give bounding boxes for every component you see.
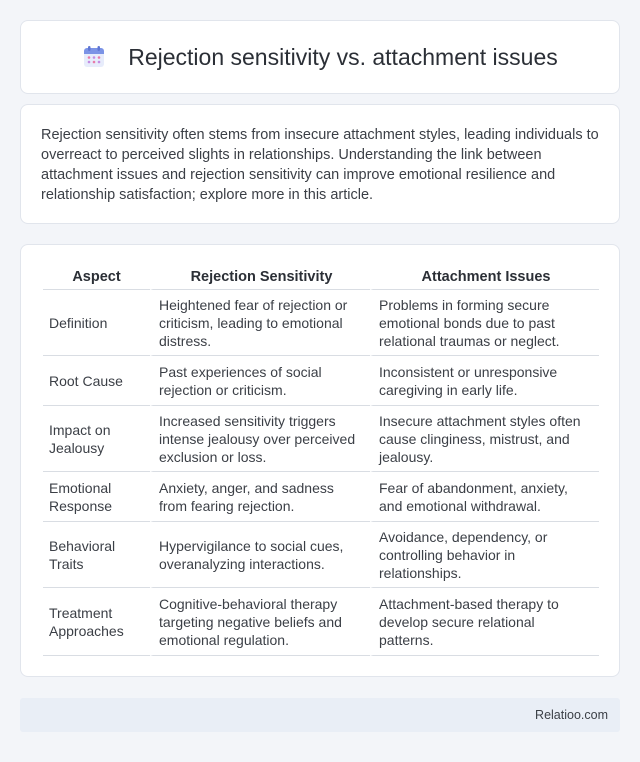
rejection-sensitivity-cell: Increased sensitivity triggers intense jealousy over perceived exclusion or loss. bbox=[150, 406, 370, 472]
title-card bbox=[20, 20, 620, 94]
page-title: Rejection sensitivity vs. attachment issues bbox=[128, 43, 558, 70]
table-row bbox=[43, 472, 599, 522]
rejection-sensitivity-cell: Past experiences of social rejection or criticism. bbox=[150, 356, 370, 406]
rejection-sensitivity-cell: Heightened fear of rejection or criticism, leading to emotional distress. bbox=[150, 290, 370, 356]
aspect-cell: Treatment Approaches bbox=[43, 588, 150, 656]
rejection-sensitivity-cell: Anxiety, anger, and sadness from fearing rejection. bbox=[150, 472, 370, 522]
intro-paragraph: Rejection sensitivity often stems from insecure attachment styles, leading individuals to overreact to perceived slights in relationships. Understanding the link between attachment issues and rejection sensitivity can improve emotional resilience and relationship satisfaction; explore more in this article. bbox=[41, 127, 599, 203]
attachment-issues-cell: Attachment-based therapy to develop secure relational patterns. bbox=[370, 588, 599, 656]
comparison-table-card bbox=[20, 244, 620, 677]
table-row bbox=[43, 406, 599, 472]
footer-bar bbox=[20, 698, 620, 732]
attachment-issues-cell: Fear of abandonment, anxiety, and emotional withdrawal. bbox=[370, 472, 599, 522]
rejection-sensitivity-cell: Hypervigilance to social cues, overanalyzing interactions. bbox=[150, 522, 370, 588]
attachment-issues-cell: Problems in forming secure emotional bonds due to past relational traumas or neglect. bbox=[370, 290, 599, 356]
rejection-sensitivity-cell: Cognitive-behavioral therapy targeting negative beliefs and emotional regulation. bbox=[150, 588, 370, 656]
intro-card bbox=[20, 104, 620, 224]
aspect-cell: Impact on Jealousy bbox=[43, 406, 150, 472]
table-row bbox=[43, 290, 599, 356]
comparison-table bbox=[43, 265, 599, 656]
column-header-aspect: Aspect bbox=[43, 265, 150, 290]
aspect-cell: Emotional Response bbox=[43, 472, 150, 522]
column-header-rejection-sensitivity: Rejection Sensitivity bbox=[150, 265, 370, 290]
attachment-issues-cell: Insecure attachment styles often cause clinginess, mistrust, and jealousy. bbox=[370, 406, 599, 472]
table-row bbox=[43, 522, 599, 588]
aspect-cell: Definition bbox=[43, 290, 150, 356]
column-header-attachment-issues: Attachment Issues bbox=[370, 265, 599, 290]
attachment-issues-cell: Inconsistent or unresponsive caregiving in early life. bbox=[370, 356, 599, 406]
table-row bbox=[43, 588, 599, 656]
aspect-cell: Behavioral Traits bbox=[43, 522, 150, 588]
aspect-cell: Root Cause bbox=[43, 356, 150, 406]
attachment-issues-cell: Avoidance, dependency, or controlling behavior in relationships. bbox=[370, 522, 599, 588]
calendar-icon bbox=[82, 45, 106, 69]
title-wrap bbox=[82, 44, 558, 71]
table-header-row bbox=[43, 265, 599, 290]
table-row bbox=[43, 356, 599, 406]
footer-site-name: Relatioo.com bbox=[535, 708, 608, 722]
